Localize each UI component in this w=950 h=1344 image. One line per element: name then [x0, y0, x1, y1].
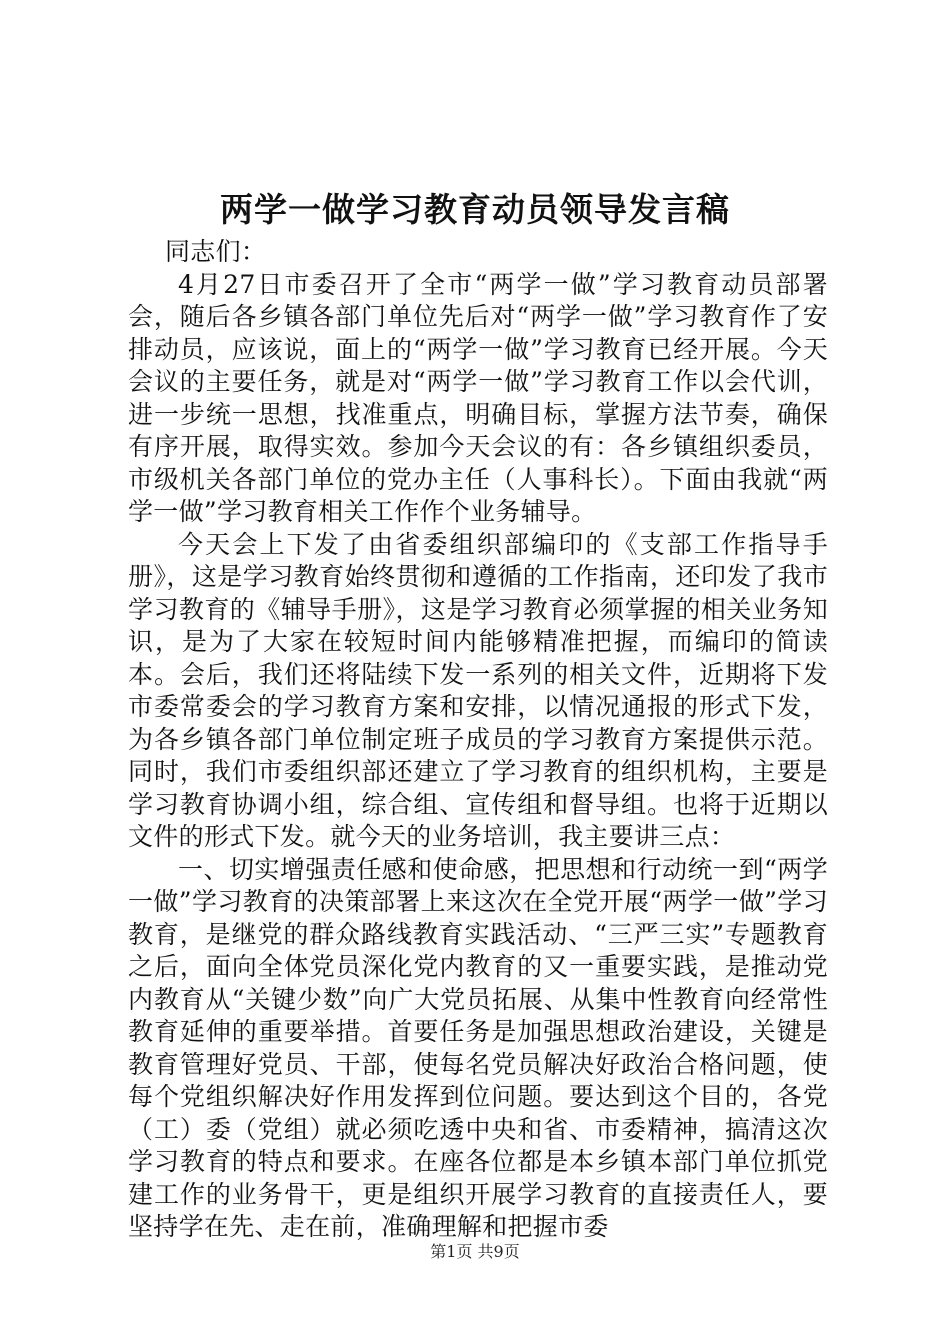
- salutation-paragraph: 同志们：: [165, 237, 267, 266]
- body-paragraph: 一、切实增强责任感和使命感，把思想和行动统一到“两学一做”学习教育的决策部署上来这次在全党开展“两学一做”学习教育，是继党的群众路线教育实践活动、“三严三实”专题教育之后，面向全体党员深化党内教育的又一重要实践，是推动党内教育从“关键少数”向广大党员拓展、从集中性教育向经常性教育延伸的重要举措。首要任务是加强思想政治建设，关键是教育管理好党员、干部，使每名党员解决好政治合格问题，使每个党组织解决好作用发挥到位问题。要达到这个目的，各党（工）委（党组）就必须吃透中央和省、市委精神，搞清这次学习教育的特点和要求。在座各位都是本乡镇本部门单位抓党建工作的业务骨干，更是组织开展学习教育的直接责任人，要坚持学在先、走在前，准确理解和把握市委: [128, 854, 828, 1241]
- document-title: 两学一做学习教育动员领导发言稿: [220, 190, 730, 229]
- page-number-footer: 第1页 共9页: [430, 1242, 520, 1261]
- body-paragraph: 今天会上下发了由省委组织部编印的《支部工作指导手册》，这是学习教育始终贯彻和遵循的工作指南，还印发了我市学习教育的《辅导手册》，这是学习教育必须掌握的相关业务知识，是为了大家在较短时间内能够精准把握，而编印的简读本。会后，我们还将陆续下发一系列的相关文件，近期将下发市委常委会的学习教育方案和安排，以情况通报的形式下发，为各乡镇各部门单位制定班子成员的学习教育方案提供示范。同时，我们市委组织部还建立了学习教育的组织机构，主要是学习教育协调小组，综合组、宣传组和督导组。也将于近期以文件的形式下发。就今天的业务培训，我主要讲三点：: [128, 529, 828, 851]
- document-body: [128, 236, 828, 1244]
- body-paragraph: 4月27日市委召开了全市“两学一做”学习教育动员部署会，随后各乡镇各部门单位先后对“两学一做”学习教育作了安排动员，应该说，面上的“两学一做”学习教育已经开展。今天会议的主要任务，就是对“两学一做”学习教育工作以会代训，进一步统一思想，找准重点，明确目标，掌握方法节奏，确保有序开展，取得实效。参加今天会议的有：各乡镇组织委员，市级机关各部门单位的党办主任（人事科长）。下面由我就“两学一做”学习教育相关工作作个业务辅导。: [128, 269, 828, 526]
